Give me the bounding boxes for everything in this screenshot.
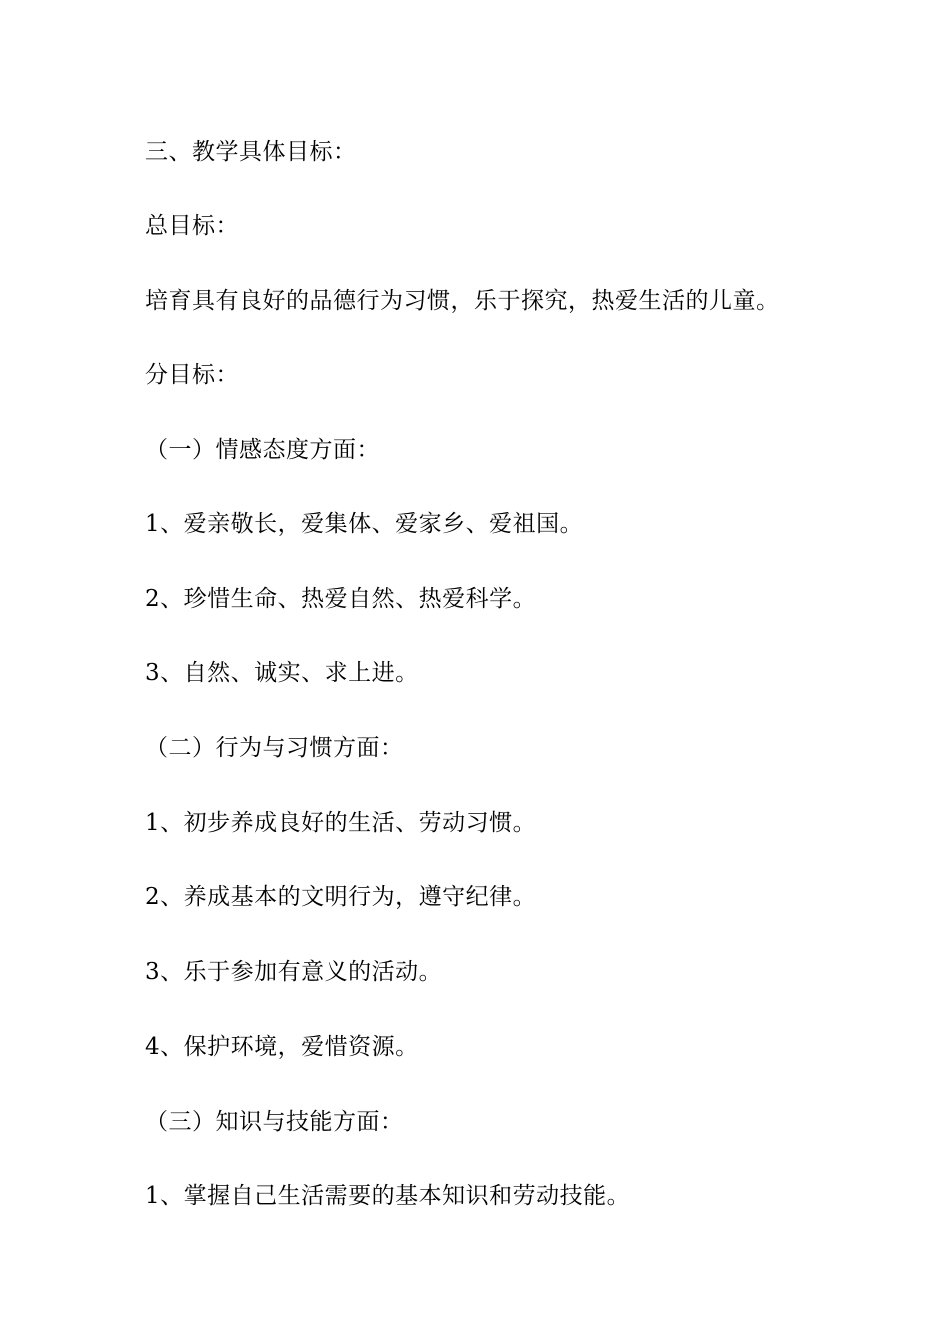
list-item: 2、珍惜生命、热爱自然、热爱科学。 — [145, 586, 537, 612]
overall-goal-text: 培育具有良好的品德行为习惯，乐于探究，热爱生活的儿童。 — [145, 288, 780, 314]
list-item: 3、乐于参加有意义的活动。 — [145, 959, 443, 985]
overall-goal-heading: 总目标： — [145, 213, 239, 239]
list-item: 1、初步养成良好的生活、劳动习惯。 — [145, 810, 537, 836]
knowledge-skill-heading: （三）知识与技能方面： — [145, 1109, 404, 1135]
list-item: 1、掌握自己生活需要的基本知识和劳动技能。 — [145, 1183, 631, 1209]
list-item: 2、养成基本的文明行为，遵守纪律。 — [145, 884, 537, 910]
list-item: 3、自然、诚实、求上进。 — [145, 660, 419, 686]
emotion-attitude-heading: （一）情感态度方面： — [145, 437, 380, 463]
section-heading: 三、教学具体目标： — [145, 139, 357, 165]
list-item: 4、保护环境，爱惜资源。 — [145, 1034, 419, 1060]
list-item: 1、爱亲敬长，爱集体、爱家乡、爱祖国。 — [145, 511, 584, 537]
behavior-habit-heading: （二）行为与习惯方面： — [145, 735, 404, 761]
sub-goal-heading: 分目标： — [145, 362, 239, 388]
